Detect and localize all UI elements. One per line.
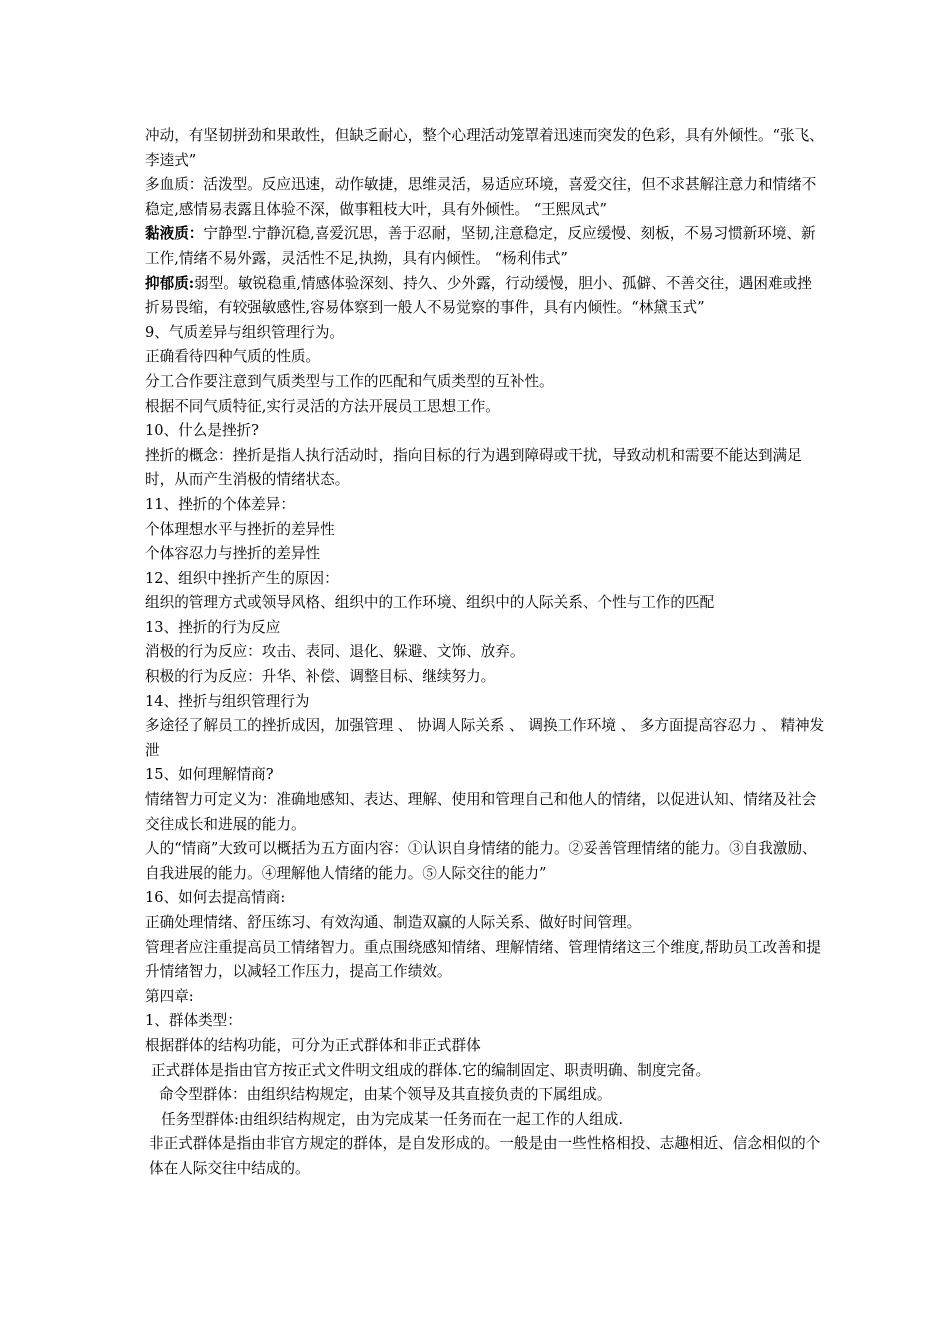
heading-q15: 15、如何理解情商? (145, 766, 274, 784)
paragraph: 个体理想水平与挫折的差异性 (145, 520, 335, 538)
paragraph: 积极的行为反应：升华、补偿、调整目标、继续努力。 (145, 668, 496, 686)
heading-q13: 13、挫折的行为反应 (145, 618, 281, 636)
paragraph: 组织的管理方式或领导风格、组织中的工作环境、组织中的人际关系、个性与工作的匹配 (145, 594, 715, 612)
heading-group-types: 1、群体类型： (145, 1012, 242, 1030)
chapter-heading: 第四章: (145, 987, 194, 1005)
term-melancholic: 抑郁质: (145, 274, 195, 292)
paragraph: 根据群体的结构功能，可分为正式群体和非正式群体 (145, 1036, 481, 1054)
term-phlegmatic: 黏液质： (145, 225, 204, 243)
paragraph: 分工合作要注意到气质类型与工作的匹配和气质类型的互补性。 (145, 372, 554, 390)
paragraph-formal-group: 正式群体是指由官方按正式文件明文组成的群体.它的编制固定、职责明确、制度完备。 (151, 1061, 711, 1079)
paragraph: 管理者应注重提高员工情绪智力。重点围绕感知情绪、理解情绪、管理情绪这三个维度,帮助员工改善和提升情绪智力，以减轻工作压力，提高工作绩效。 (145, 938, 821, 981)
paragraph: 正确看待四种气质的性质。 (145, 348, 321, 366)
paragraph: 个体容忍力与挫折的差异性 (145, 545, 321, 563)
paragraph: 挫折的概念：挫折是指人执行活动时，指向目标的行为遇到障碍或干扰，导致动机和需要不能达到满足时，从而产生消极的情绪状态。 (145, 446, 802, 489)
paragraph-choleric-continued: 冲动，有坚韧拼劲和果敢性，但缺乏耐心，整个心理活动笼罩着迅速而突发的色彩，具有外倾性。“张飞、李逵式” (145, 127, 824, 169)
document-body (145, 124, 825, 1182)
heading-q11: 11、挫折的个体差异： (145, 495, 295, 513)
heading-q12: 12、组织中挫折产生的原因： (145, 569, 339, 587)
heading-q16: 16、如何去提高情商: (145, 889, 286, 907)
heading-q9: 9、气质差异与组织管理行为。 (145, 323, 345, 341)
paragraph-phlegmatic (145, 222, 825, 271)
paragraph-command-group: 命令型群体：由组织结构规定，由某个领导及其直接负责的下属组成。 (159, 1086, 612, 1104)
paragraph: 根据不同气质特征,实行灵活的方法开展员工思想工作。 (145, 397, 500, 415)
paragraph-task-group: 任务型群体:由组织结构规定，由为完成某一任务而在一起工作的人组成. (161, 1110, 623, 1128)
paragraph: 情绪智力可定义为：准确地感知、表达、理解、使用和管理自己和他人的情绪，以促进认知、情绪及社会交往成长和进展的能力。 (145, 791, 817, 833)
paragraph-informal-group: 非正式群体是指由非官方规定的群体，是自发形成的。一般是由一些性格相投、志趣相近、信念相似的个体在人际交往中结成的。 (149, 1135, 821, 1177)
heading-q10: 10、什么是挫折? (145, 422, 259, 440)
paragraph: 人的“情商”大致可以概括为五方面内容：①认识自身情绪的能力。②妥善管理情绪的能力。③自我激励、自我进展的能力。④理解他人情绪的能力。⑤人际交往的能力” (145, 840, 817, 882)
paragraph: 多途径了解员工的挫折成因，加强管理 、 协调人际关系 、 调换工作环境 、 多方面提高容忍力 、 精神发泄 (145, 717, 825, 759)
paragraph: 正确处理情绪、舒压练习、有效沟通、制造双赢的人际关系、做好时间管理。 (145, 914, 642, 931)
paragraph-melancholic (145, 272, 825, 321)
paragraph-sanguine: 多血质：活泼型。反应迅速，动作敏捷，思维灵活，易适应环境，喜爱交往，但不求甚解注意力和情绪不稳定,感情易表露且体验不深，做事粗枝大叶，具有外倾性。 “王熙凤式” (145, 176, 817, 218)
paragraph-melancholic-text: 弱型。敏锐稳重,情感体验深刻、持久、少外露，行动缓慢，胆小、孤僻、不善交往，遇困难或挫折易畏缩，有较强敏感性,容易体察到一般人不易觉察的事件，具有内倾性。“林黛玉式” (145, 274, 812, 317)
paragraph-phlegmatic-text: 宁静型.宁静沉稳,喜爱沉思，善于忍耐，坚韧,注意稳定，反应缓慢、刻板，不易习惯新环境、新工作,情绪不易外露，灵活性不足,执拗，具有内倾性。 “杨利伟式” (145, 225, 816, 267)
heading-q14: 14、挫折与组织管理行为 (145, 692, 310, 710)
paragraph: 消极的行为反应：攻击、表同、退化、躲避、文饰、放弃。 (145, 643, 525, 661)
